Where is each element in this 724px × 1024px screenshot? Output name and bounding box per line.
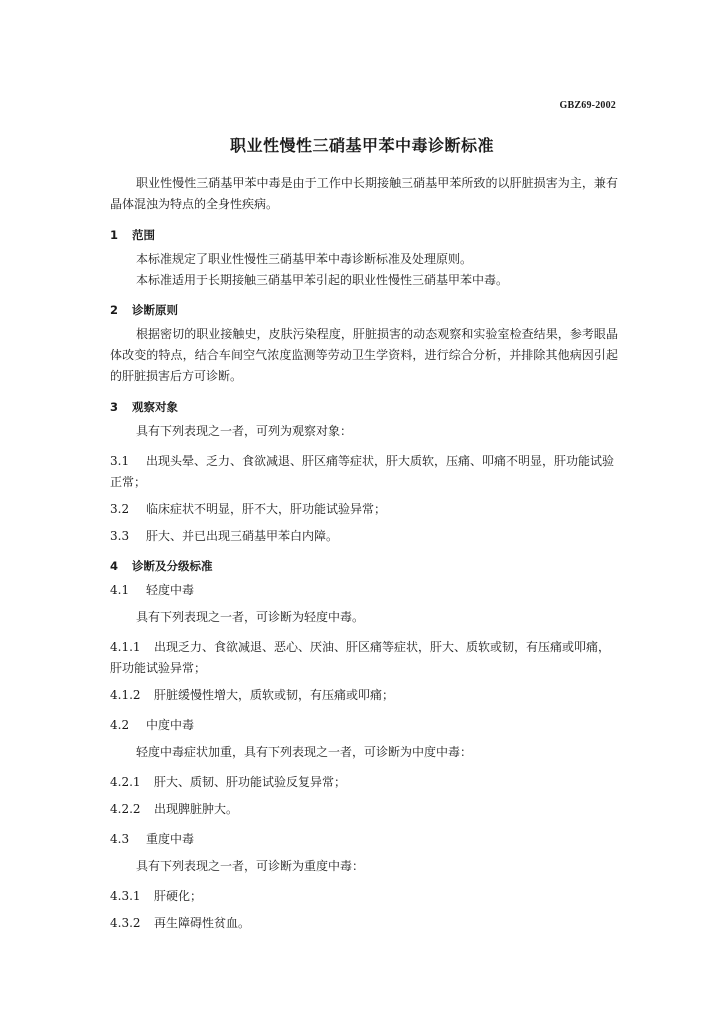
moderate-intro: 轻度中毒症状加重，具有下列表现之一者，可诊断为中度中毒： xyxy=(136,745,473,759)
observation-intro: 具有下列表现之一者，可列为观察对象： xyxy=(136,424,353,438)
section-heading-grading xyxy=(110,556,618,577)
clause-text: 肝大、质韧、肝功能试验反复异常； xyxy=(154,775,347,789)
section-title: 范围 xyxy=(132,228,155,242)
scope-paragraph-1: 本标准规定了职业性慢性三硝基甲苯中毒诊断标准及处理原则。 xyxy=(136,252,473,266)
subsection-severe xyxy=(110,829,618,850)
severe-intro: 具有下列表现之一者，可诊断为重度中毒： xyxy=(136,859,365,873)
clause-number: 4.2.2 xyxy=(110,802,141,816)
clause-number: 4.2 xyxy=(110,718,130,732)
clause-3-1 xyxy=(110,451,618,493)
clause-4-2-1 xyxy=(110,772,618,793)
standard-code: GBZ69-2002 xyxy=(559,100,616,111)
clause-text: 肝硬化； xyxy=(154,889,203,903)
clause-title: 中度中毒 xyxy=(146,718,195,732)
section-number: 1 xyxy=(110,228,119,242)
subsection-mild xyxy=(110,580,618,601)
section-heading-observation xyxy=(110,397,618,418)
clause-number: 4.3.1 xyxy=(110,889,141,903)
clause-number: 3.1 xyxy=(110,454,130,468)
clause-text: 肝脏缓慢性增大，质软或韧，有压痛或叩痛； xyxy=(154,688,395,702)
clause-number: 4.1.2 xyxy=(110,688,141,702)
section-heading-principles xyxy=(110,300,618,321)
clause-4-3-2 xyxy=(110,913,618,934)
document-body xyxy=(110,173,618,940)
clause-title: 轻度中毒 xyxy=(146,583,195,597)
scope-paragraph-2: 本标准适用于长期接触三硝基甲苯引起的职业性慢性三硝基甲苯中毒。 xyxy=(136,273,509,287)
clause-text: 临床症状不明显，肝不大，肝功能试验异常； xyxy=(146,502,387,516)
section-title: 诊断原则 xyxy=(132,303,178,317)
section-number: 3 xyxy=(110,400,119,414)
clause-text: 出现脾脏肿大。 xyxy=(154,802,239,816)
clause-3-3 xyxy=(110,526,618,547)
clause-number: 4.2.1 xyxy=(110,775,141,789)
clause-number: 3.2 xyxy=(110,502,130,516)
clause-number: 3.3 xyxy=(110,529,130,543)
clause-number: 4.1 xyxy=(110,583,130,597)
clause-4-1-2 xyxy=(110,685,618,706)
clause-3-2 xyxy=(110,499,618,520)
intro-paragraph: 职业性慢性三硝基甲苯中毒是由于工作中长期接触三硝基甲苯所致的以肝脏损害为主，兼有晶体混浊为特点的全身性疾病。 xyxy=(110,176,618,211)
clause-number: 4.1.1 xyxy=(110,640,141,654)
clause-text: 出现头晕、乏力、食欲减退、肝区痛等症状，肝大质软，压痛、叩痛不明显，肝功能试验正常； xyxy=(110,454,615,489)
clause-number: 4.3.2 xyxy=(110,916,141,930)
principles-paragraph: 根据密切的职业接触史，皮肤污染程度，肝脏损害的动态观察和实验室检查结果，参考眼晶体改变的特点，结合车间空气浓度监测等劳动卫生学资料，进行综合分析，并排除其他病因引起的肝脏损害后方可诊断。 xyxy=(110,327,618,383)
mild-intro: 具有下列表现之一者，可诊断为轻度中毒。 xyxy=(136,610,365,624)
clause-title: 重度中毒 xyxy=(146,832,195,846)
section-title: 观察对象 xyxy=(132,400,178,414)
section-number: 2 xyxy=(110,303,119,317)
page-title: 职业性慢性三硝基甲苯中毒诊断标准 xyxy=(229,136,494,155)
section-heading-scope xyxy=(110,225,618,246)
clause-text: 再生障碍性贫血。 xyxy=(154,916,251,930)
clause-4-1-1 xyxy=(110,637,618,679)
clause-4-2-2 xyxy=(110,799,618,820)
clause-4-3-1 xyxy=(110,886,618,907)
clause-text: 出现乏力、食欲减退、恶心、厌油、肝区痛等症状，肝大、质软或韧，有压痛或叩痛，肝功能试验异常； xyxy=(110,640,611,675)
section-number: 4 xyxy=(110,559,119,573)
subsection-moderate xyxy=(110,715,618,736)
section-title: 诊断及分级标准 xyxy=(132,559,213,573)
clause-number: 4.3 xyxy=(110,832,130,846)
clause-text: 肝大、并已出现三硝基甲苯白内障。 xyxy=(146,529,339,543)
